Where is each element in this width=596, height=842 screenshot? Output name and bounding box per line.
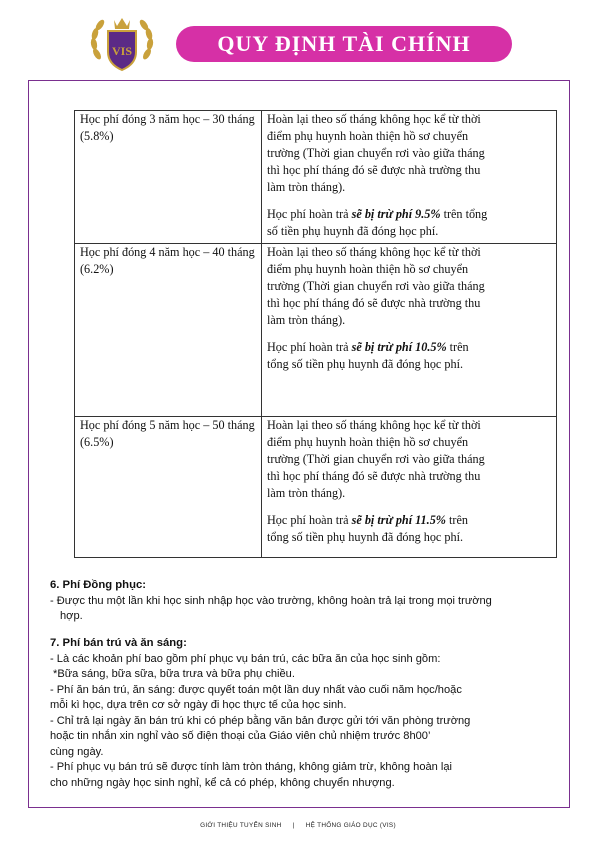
refund-line: điểm phụ huynh hoàn thiện hồ sơ chuyển <box>267 262 469 276</box>
refund-line: thì học phí tháng đó sẽ được nhà trường thu <box>267 469 481 483</box>
section-text: - Được thu một lần khi học sinh nhập học vào trường, không hoàn trả lại trong mọi trường <box>50 594 492 607</box>
refund-cell <box>262 417 557 558</box>
fee-line: Học phí hoàn trả sẽ bị trừ phí 11.5% trên <box>267 513 468 527</box>
vis-logo <box>88 12 156 74</box>
refund-line: điểm phụ huynh hoàn thiện hồ sơ chuyển <box>267 129 469 143</box>
period-cell: Học phí đóng 3 năm học – 30 tháng (5.8%) <box>75 111 262 244</box>
refund-line: điểm phụ huynh hoàn thiện hồ sơ chuyển <box>267 435 469 449</box>
refund-line: thì học phí tháng đó sẽ được nhà trường thu <box>267 163 481 177</box>
fee-line: Học phí hoàn trả sẽ bị trừ phí 9.5% trên tổng <box>267 207 488 221</box>
section-text: hoặc tin nhắn xin nghỉ vào số điện thoại của Giáo viên chủ nhiệm trước 8h00’ <box>50 730 431 742</box>
section-heading: 6. Phí Đồng phục: <box>50 579 147 591</box>
refund-line: làm tròn tháng). <box>267 313 346 327</box>
page-footer <box>0 822 596 829</box>
period-cell: Học phí đóng 5 năm học – 50 tháng (6.5%) <box>75 417 262 558</box>
fee-line: tổng số tiền phụ huynh đã đóng học phí. <box>267 530 463 544</box>
section-text: - Phí phục vụ bán trú sẽ được tính làm tròn tháng, không giảm trừ, không hoàn lại <box>50 761 453 773</box>
section-heading: 7. Phí bán trú và ăn sáng: <box>50 637 187 649</box>
refund-line: Hoàn lại theo số tháng không học kể từ thời <box>267 112 481 126</box>
refund-cell <box>262 244 557 417</box>
logo-text: VIS <box>111 44 133 58</box>
footer-left: GIỚI THIỆU TUYỂN SINH <box>200 822 282 829</box>
refund-line: thì học phí tháng đó sẽ được nhà trường thu <box>267 296 481 310</box>
table-row <box>75 417 557 558</box>
section-text: cho những ngày học sinh nghỉ, kể cả có phép, không chuyển nhượng. <box>50 776 395 789</box>
page-title: QUY ĐỊNH TÀI CHÍNH <box>176 26 512 62</box>
refund-line: trường (Thời gian chuyển rơi vào giữa tháng <box>267 452 485 466</box>
section-text: - Là các khoản phí bao gồm phí phục vụ bán trú, các bữa ăn của học sinh gồm: <box>50 652 441 665</box>
refund-cell <box>262 111 557 244</box>
fee-line: tổng số tiền phụ huynh đã đóng học phí. <box>267 357 463 371</box>
fee-line: số tiền phụ huynh đã đóng học phí. <box>267 224 439 238</box>
table-row <box>75 111 557 244</box>
section-text: mỗi kì học, dựa trên cơ sở ngày đi học thực tế của học sinh. <box>50 699 347 711</box>
section-text: - Phí ăn bán trú, ăn sáng: được quyết toán một lần duy nhất vào cuối năm học/hoặc <box>50 683 462 696</box>
table-row <box>75 244 557 417</box>
refund-line: Hoàn lại theo số tháng không học kể từ thời <box>267 245 481 259</box>
refund-line: làm tròn tháng). <box>267 486 346 500</box>
section-boarding-fee <box>50 636 570 791</box>
footer-right: HỆ THỐNG GIÁO DỤC (VIS) <box>305 822 396 829</box>
crown-icon <box>114 18 130 29</box>
refund-line: trường (Thời gian chuyển rơi vào giữa tháng <box>267 279 485 293</box>
refund-line: làm tròn tháng). <box>267 180 346 194</box>
refund-line: Hoàn lại theo số tháng không học kể từ thời <box>267 418 481 432</box>
section-text: - Chỉ trả lại ngày ăn bán trú khi có phép bằng văn bản được gửi tới văn phòng trường <box>50 714 471 727</box>
period-cell: Học phí đóng 4 năm học – 40 tháng (6.2%) <box>75 244 262 417</box>
section-uniform-fee <box>50 578 570 625</box>
section-text: hợp. <box>60 610 83 622</box>
section-text: cùng ngày. <box>50 745 104 758</box>
fee-table <box>74 110 557 558</box>
section-text: *Bữa sáng, bữa sữa, bữa trưa và bữa phụ chiều. <box>53 668 295 680</box>
fee-line: Học phí hoàn trả sẽ bị trừ phí 10.5% trên <box>267 340 469 354</box>
footer-separator: | <box>292 822 295 829</box>
refund-line: trường (Thời gian chuyển rơi vào giữa tháng <box>267 146 485 160</box>
